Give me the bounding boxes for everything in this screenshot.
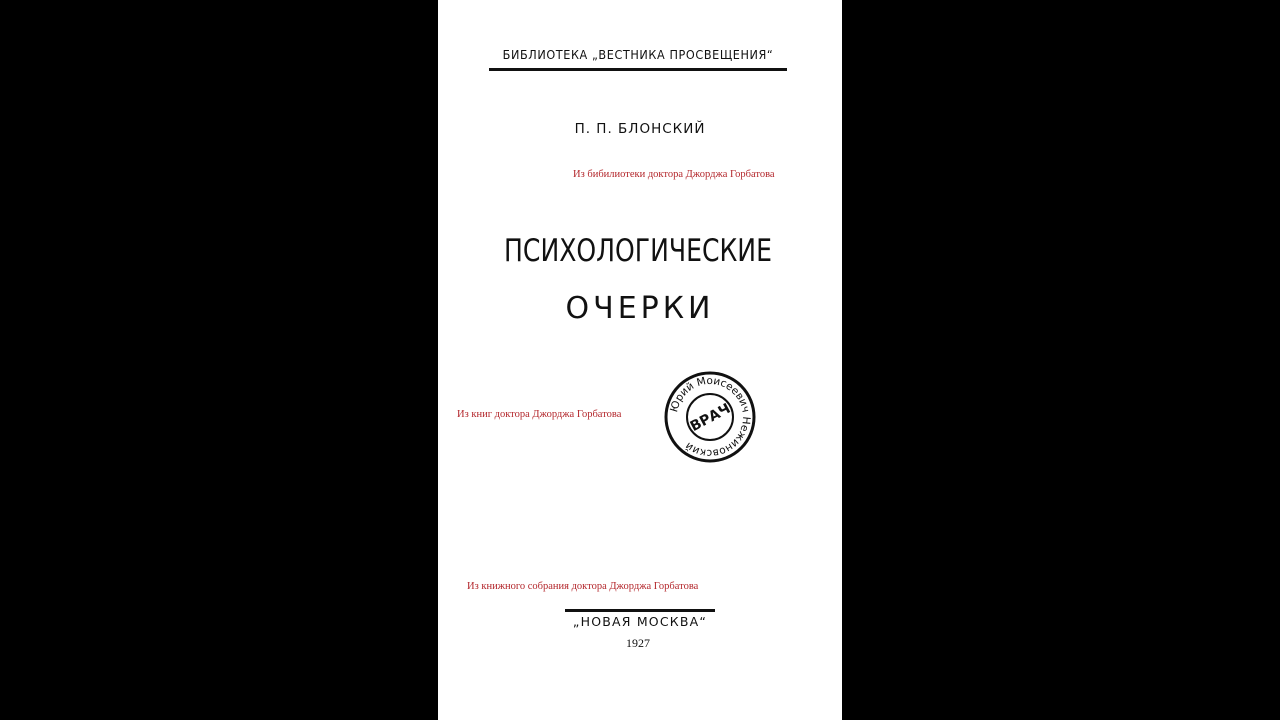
owner-stamp (662, 369, 758, 465)
book-title-line-2: ОЧЕРКИ (565, 291, 715, 326)
library-watermark-top: Из бибилиотеки доктора Джорджа Горбатова (573, 169, 775, 180)
series-heading: БИБЛИОТЕКА „ВЕСТНИКА ПРОСВЕЩЕНИЯ“ (502, 47, 774, 62)
library-watermark-bottom: Из книжного собрания доктора Джорджа Горбатова (467, 581, 699, 592)
book-title-line-1: ПСИХОЛОГИЧЕСКИЕ (504, 233, 772, 269)
stamp-center-text: ВРАЧ (687, 400, 734, 436)
stamp-ring-text: Юрий Моисеевич Нежиновский (668, 374, 753, 460)
book-title-page (438, 0, 842, 720)
top-rule (489, 68, 787, 71)
publisher-name: „НОВАЯ МОСКВА“ (572, 614, 708, 629)
library-watermark-middle: Из книг доктора Джорджа Горбатова (457, 409, 622, 420)
publication-year: 1927 (626, 636, 650, 650)
author-name: П. П. БЛОНСКИЙ (574, 121, 706, 137)
bottom-rule (565, 609, 715, 612)
